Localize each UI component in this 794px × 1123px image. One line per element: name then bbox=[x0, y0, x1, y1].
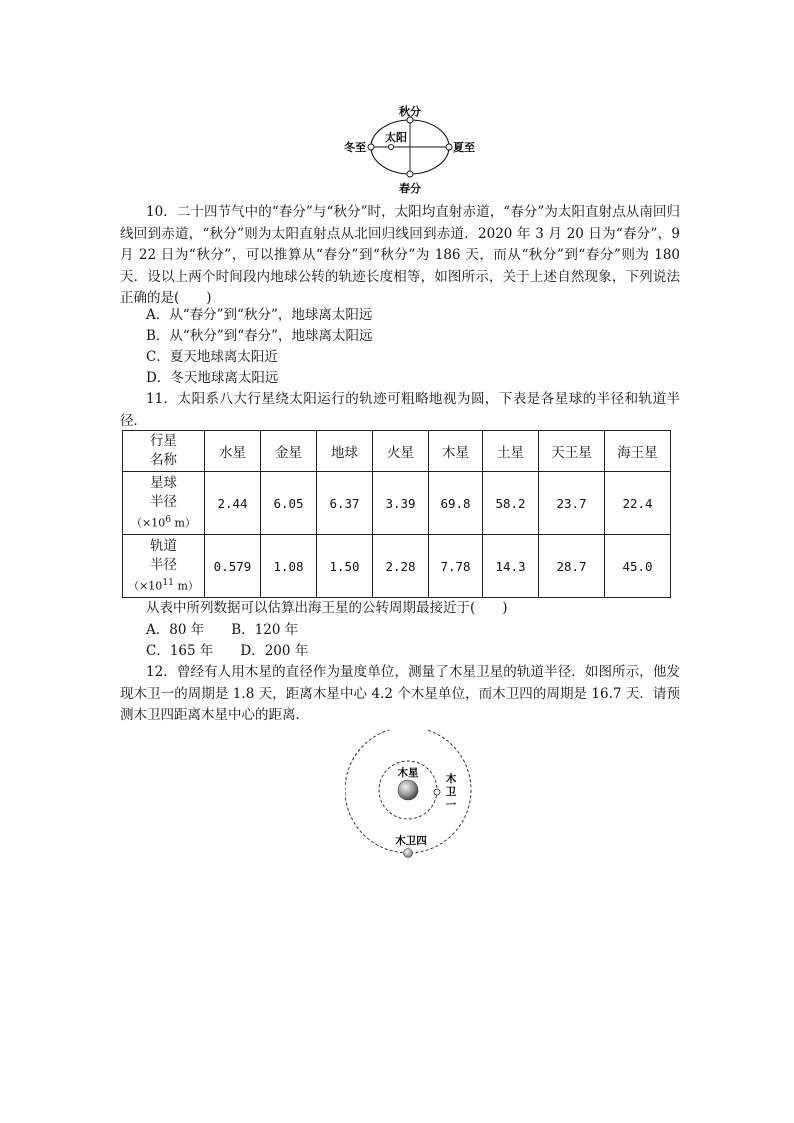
orbit-value-cell: 2.28 bbox=[373, 535, 429, 598]
question-10-option-b: B．从“秋分”到“春分”，地球离太阳远 bbox=[146, 328, 373, 344]
radius-value-cell: 2.44 bbox=[205, 472, 261, 535]
callisto-moon bbox=[404, 849, 413, 858]
radius-unit-post: m） bbox=[171, 516, 196, 530]
radius-value-cell: 6.37 bbox=[317, 472, 373, 535]
orbit-value-cell: 7.78 bbox=[429, 535, 483, 598]
planet-data-table bbox=[122, 430, 671, 598]
jupiter-moons-diagram bbox=[345, 730, 475, 860]
label-sun: 太阳 bbox=[385, 131, 407, 144]
radius-label-line2: 半径 bbox=[150, 494, 177, 511]
question-10-text: 10．二十四节气中的“春分”与“秋分”时，太阳均直射赤道，“春分”为太阳直射点从南回归线回到赤道，“秋分”则为太阳直射点从北回归线回到赤道．2020 年 3 月 20 日为“春分”，9 月 22 日为“秋分”，可以推算从“春分”到“秋分”为 186 天，而从“秋分”到“春分”则为 180 天．设以上两个时间段内地球公转的轨迹长度相等，如图所示，关于上述自然现象，下列说法正确的是( ) bbox=[120, 204, 680, 306]
question-11-stem: 从表中所列数据可以估算出海王星的公转周期最接近于( ) bbox=[146, 600, 508, 616]
question-11 bbox=[120, 389, 680, 432]
question-12 bbox=[120, 662, 680, 727]
earth-marker-spring bbox=[407, 171, 413, 177]
orbit-value-cell: 0.579 bbox=[205, 535, 261, 598]
question-10-option-c: C．夏天地球离太阳近 bbox=[146, 349, 278, 365]
row-head-radius bbox=[123, 472, 205, 535]
row-head-orbit bbox=[123, 535, 205, 598]
radius-unit-pre: （×10 bbox=[131, 516, 166, 530]
question-12-text: 12．曾经有人用木星的直径作为量度单位，测量了木星卫星的轨道半径．如图所示，他发现木卫一的周期是 1.8 天，距离木星中心 4.2 个木星单位，而木卫四的周期是 16.7 天．请预测木卫四距离木星中心的距离． bbox=[120, 664, 680, 723]
planet-name-cell: 天王星 bbox=[539, 431, 605, 472]
question-10 bbox=[120, 202, 680, 310]
planet-name-cell: 地球 bbox=[317, 431, 373, 472]
label-winter-solstice: 冬至 bbox=[344, 141, 366, 154]
orbit-unit-pre: （×10 bbox=[128, 579, 163, 593]
orbit-unit bbox=[123, 575, 204, 595]
radius-value-cell: 22.4 bbox=[605, 472, 671, 535]
planet-name-cell: 金星 bbox=[261, 431, 317, 472]
radius-value-cell: 58.2 bbox=[483, 472, 539, 535]
label-io-char-1: 木 bbox=[445, 773, 457, 785]
question-11-text: 11．太阳系八大行星绕太阳运行的轨迹可粗略地视为圆，下表是各星球的半径和轨道半径． bbox=[120, 391, 680, 429]
radius-value-cell: 23.7 bbox=[539, 472, 605, 535]
jupiter-planet bbox=[398, 780, 418, 800]
label-jupiter: 木星 bbox=[397, 767, 419, 779]
orbit-value-cell: 28.7 bbox=[539, 535, 605, 598]
table-row-orbit bbox=[123, 535, 671, 598]
orbit-unit-exp: 11 bbox=[162, 577, 174, 589]
planet-name-cell: 海王星 bbox=[605, 431, 671, 472]
earth-orbit-diagram bbox=[330, 100, 480, 200]
orbit-value-cell: 1.50 bbox=[317, 535, 373, 598]
label-autumn-equinox: 秋分 bbox=[399, 105, 421, 118]
orbit-value-cell: 45.0 bbox=[605, 535, 671, 598]
question-10-option-a: A．从“春分”到“秋分”，地球离太阳远 bbox=[146, 307, 373, 323]
radius-unit-exp: 6 bbox=[165, 514, 172, 526]
radius-unit bbox=[123, 512, 204, 532]
radius-value-cell: 69.8 bbox=[429, 472, 483, 535]
planet-name-cell: 土星 bbox=[483, 431, 539, 472]
label-callisto: 木卫四 bbox=[395, 835, 427, 847]
radius-value-cell: 3.39 bbox=[373, 472, 429, 535]
orbit-value-cell: 14.3 bbox=[483, 535, 539, 598]
label-spring-equinox: 春分 bbox=[399, 182, 421, 195]
label-summer-solstice: 夏至 bbox=[453, 141, 475, 154]
radius-value-cell: 6.05 bbox=[261, 472, 317, 535]
planet-name-cell: 火星 bbox=[373, 431, 429, 472]
table-row-radius bbox=[123, 472, 671, 535]
table-header-row bbox=[123, 431, 671, 472]
label-io-char-3: 一 bbox=[445, 799, 457, 811]
question-10-option-d: D．冬天地球离太阳远 bbox=[146, 370, 279, 386]
orbit-label-line1: 轨道 bbox=[150, 538, 177, 555]
question-11-options-cd: C．165 年 D．200 年 bbox=[146, 643, 309, 659]
radius-label-line1: 星球 bbox=[150, 475, 177, 492]
earth-marker-summer bbox=[446, 144, 452, 150]
header-label-line1: 行星 bbox=[150, 433, 177, 449]
io-moon bbox=[434, 789, 440, 795]
earth-marker-winter bbox=[368, 144, 374, 150]
header-label-line2: 名称 bbox=[150, 452, 177, 468]
planet-name-cell: 木星 bbox=[429, 431, 483, 472]
question-11-options-ab: A．80 年 B．120 年 bbox=[146, 622, 299, 638]
sun-marker bbox=[388, 144, 393, 149]
orbit-value-cell: 1.08 bbox=[261, 535, 317, 598]
planet-name-cell: 水星 bbox=[205, 431, 261, 472]
orbit-label-line2: 半径 bbox=[150, 557, 177, 574]
label-io-char-2: 卫 bbox=[445, 786, 457, 798]
table-corner-cell bbox=[123, 431, 205, 472]
orbit-unit-post: m） bbox=[173, 579, 199, 593]
